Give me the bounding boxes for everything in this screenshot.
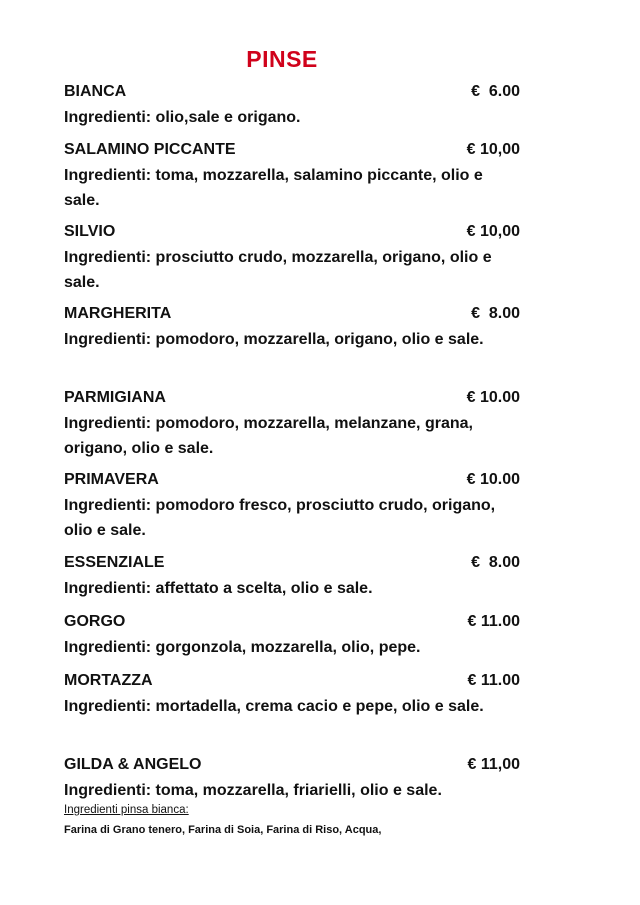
item-price: € 6.00 [471,83,520,100]
item-price: € 11.00 [467,613,520,630]
item-ingredients: Ingredienti: mortadella, crema cacio e pepe, olio e sale. [64,698,484,715]
item-name: GILDA & ANGELO [64,756,202,773]
menu-item-silvio [64,220,520,295]
dough-ingredients-note [64,803,564,837]
item-ingredients: Ingredienti: prosciutto crudo, mozzarella, origano, olio e sale. [64,249,492,291]
item-name: ESSENZIALE [64,554,165,571]
item-price: € 10.00 [466,471,520,488]
menu-item-parmigiana [64,386,520,461]
item-price: € 11.00 [467,672,520,689]
menu-item-essenziale [64,551,520,601]
item-price: € 10,00 [466,223,520,240]
item-price: € 10,00 [466,141,520,158]
item-ingredients: Ingredienti: affettato a scelta, olio e sale. [64,580,373,597]
menu-item-gilda-angelo [64,753,520,803]
item-ingredients: Ingredienti: gorgonzola, mozzarella, olio, pepe. [64,639,421,656]
menu-item-primavera [64,468,520,543]
item-ingredients: Ingredienti: pomodoro, mozzarella, origano, olio e sale. [64,331,484,348]
item-name: SILVIO [64,223,116,240]
item-name: MARGHERITA [64,305,172,322]
item-name: GORGO [64,613,126,630]
item-name: BIANCA [64,83,127,100]
menu-item-margherita [64,302,520,352]
item-ingredients: Ingredienti: toma, mozzarella, friarielli, olio e sale. [64,782,442,799]
menu-item-gorgo [64,610,520,660]
item-name: MORTAZZA [64,672,153,689]
item-name: SALAMINO PICCANTE [64,141,236,158]
dough-ingredients-text: Farina di Grano tenero, Farina di Soia, Farina di Riso, Acqua, [64,824,382,836]
menu-item-bianca [64,80,520,130]
item-price: € 11,00 [467,756,520,773]
item-ingredients: Ingredienti: olio,sale e origano. [64,109,301,126]
item-name: PARMIGIANA [64,389,166,406]
menu-item-salamino-piccante [64,138,520,213]
item-ingredients: Ingredienti: pomodoro fresco, prosciutto crudo, origano, olio e sale. [64,497,496,539]
menu-item-mortazza [64,669,520,719]
item-ingredients: Ingredienti: toma, mozzarella, salamino piccante, olio e sale. [64,167,483,209]
item-price: € 8.00 [471,305,520,322]
item-price: € 10.00 [466,389,520,406]
item-name: PRIMAVERA [64,471,159,488]
menu-title: PINSE [246,46,318,72]
item-price: € 8.00 [471,554,520,571]
item-ingredients: Ingredienti: pomodoro, mozzarella, melanzane, grana, origano, olio e sale. [64,415,473,457]
dough-ingredients-title: Ingredienti pinsa bianca: [64,804,189,816]
